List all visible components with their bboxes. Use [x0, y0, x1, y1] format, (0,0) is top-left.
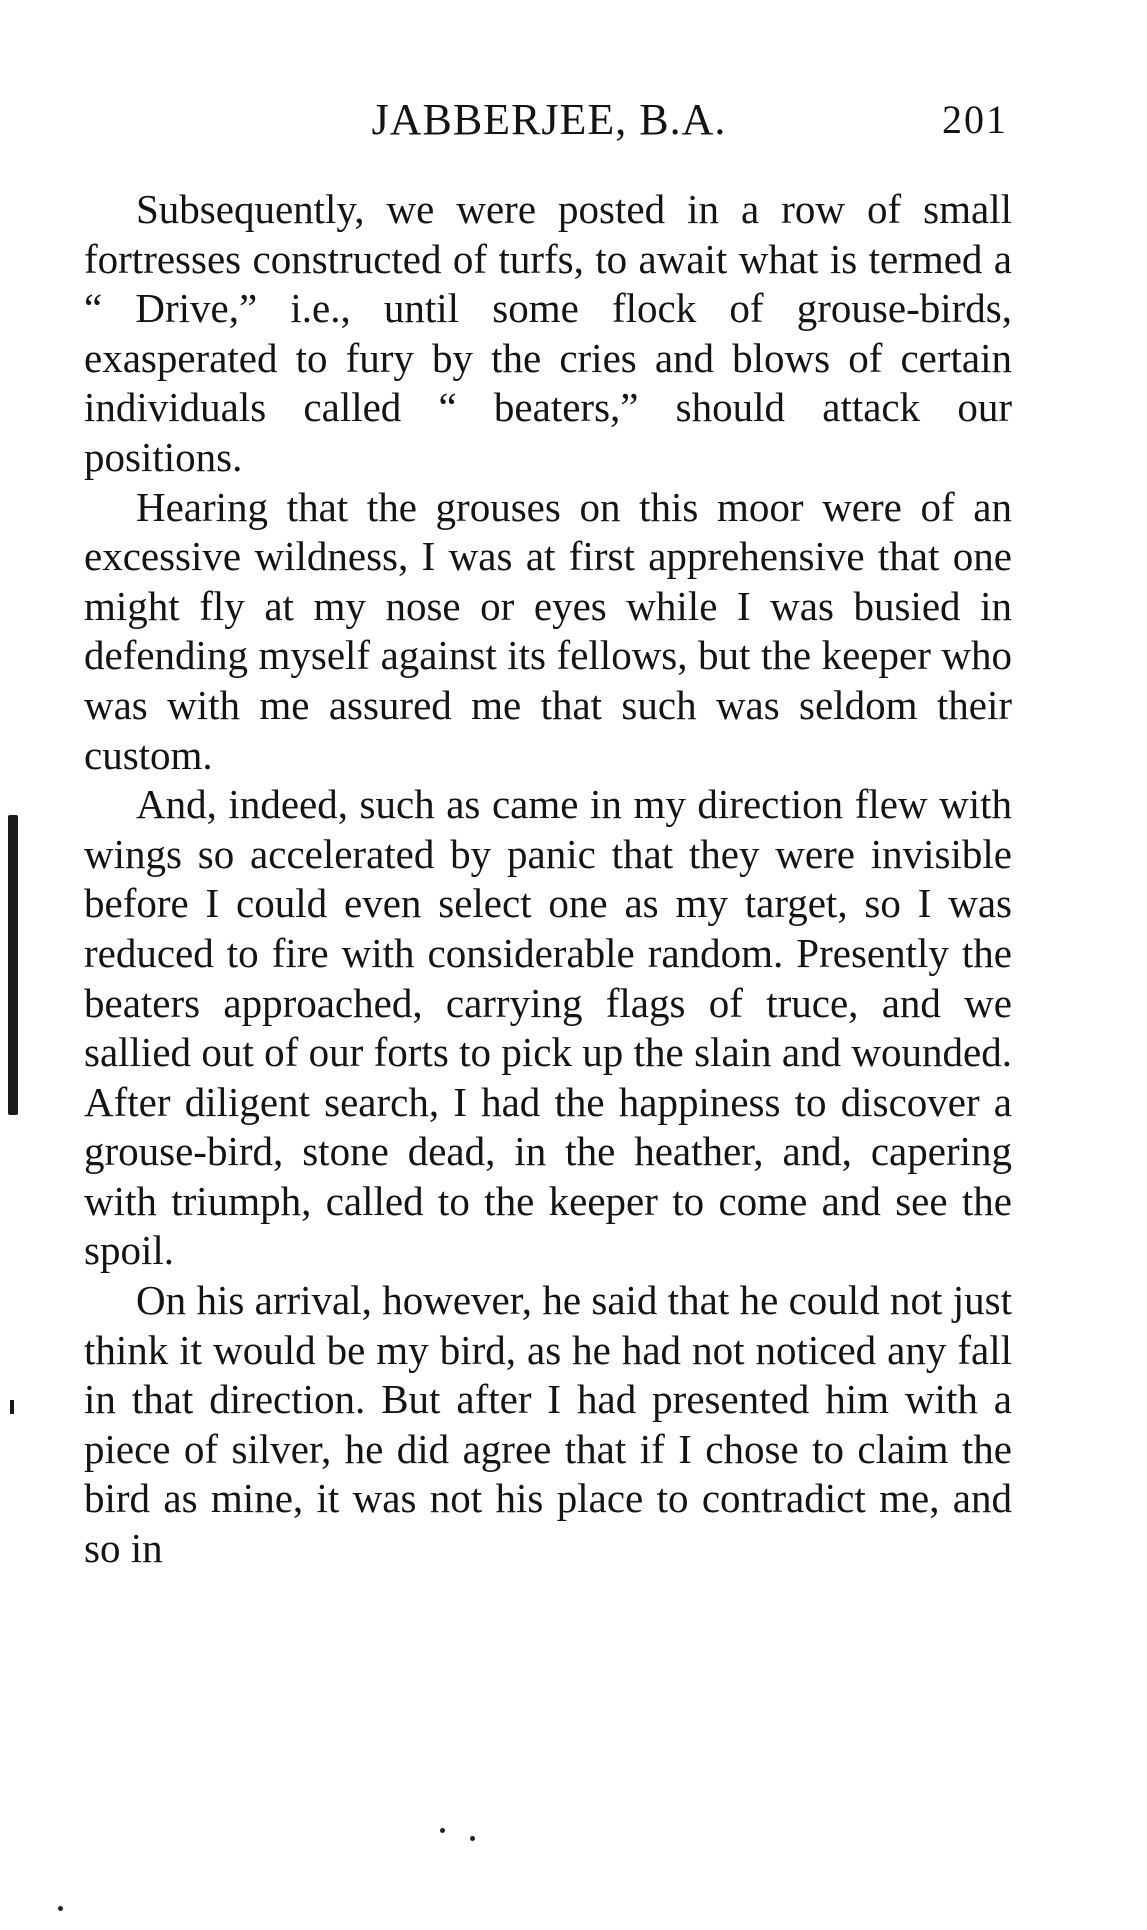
body-text: [84, 185, 1012, 1574]
scan-speck-3: [58, 1906, 63, 1911]
running-title: JABBERJEE, B.A.: [371, 95, 727, 144]
paragraph-3: And, indeed, such as came in my direction flew with wings so accelerated by panic that they were invisible before I could even select one as my target, so I was reduced to fire with considerable random. Presently the beaters approached, carrying flags of truce, and we sallied out of our forts to pick up the slain and wounded. After diligent search, I had the happiness to discover a grouse-bird, stone dead, in the heather, and, capering with triumph, called to the keeper to come and see the spoil.: [84, 781, 1012, 1274]
running-head: [84, 90, 1014, 150]
scan-speck-1: [440, 1828, 445, 1833]
scan-speck-2: [470, 1836, 475, 1841]
page-number: 201: [942, 97, 1008, 142]
paragraph-1: Subsequently, we were posted in a row of small fortresses constructed of turfs, to await what is termed a “ Drive,” i.e., until some flock of grouse-birds, exasperated to fury by the cries and blows of certain individuals called “ beaters,” should attack our positions.: [84, 186, 1012, 480]
paragraph-4: On his arrival, however, he said that he could not just think it would be my bird, as he had not noticed any fall in that direction. But after I had presented him with a piece of silver, he did agree that if I chose to claim the bird as mine, it was not his place to contradict me, and so in: [84, 1277, 1012, 1572]
paragraph-2: Hearing that the grouses on this moor were of an excessive wildness, I was at first apprehensive that one might fly at my nose or eyes while I was busied in defending myself against its fellows, but the keeper who was with me assured me that such was seldom their custom.: [84, 483, 1012, 778]
margin-binding-mark: [8, 815, 18, 1115]
margin-speck: [10, 1400, 14, 1414]
